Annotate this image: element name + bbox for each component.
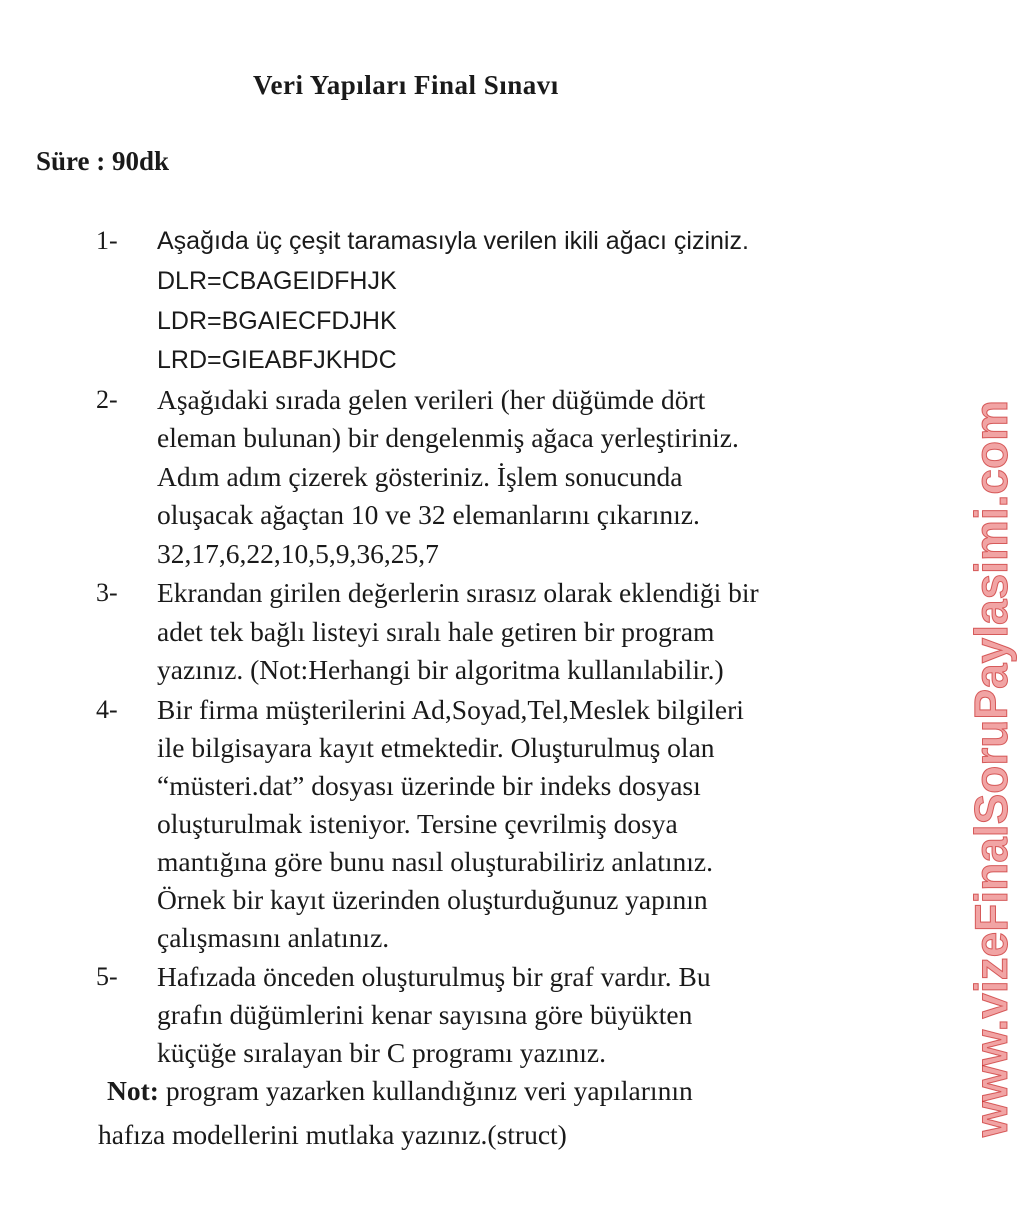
question-number: 2- [96, 385, 118, 414]
note-text: program yazarken kullandığınız veri yapılarının [158, 1075, 693, 1106]
note-line-2: hafıza modellerini mutlaka yazınız.(struct) [98, 1119, 567, 1150]
exam-duration: Süre : 90dk [36, 146, 170, 176]
question-line: mantığına göre bunu nasıl oluşturabiliriz anlatınız. [157, 846, 713, 877]
question-line: oluşacak ağaçtan 10 ve 32 elemanlarını çıkarınız. [157, 499, 700, 530]
question-line: Aşağıdaki sırada gelen verileri (her düğümde dört [157, 384, 706, 415]
question-line: çalışmasını anlatınız. [157, 922, 390, 953]
question-line: Bir firma müşterilerini Ad,Soyad,Tel,Meslek bilgileri [157, 694, 744, 725]
question-line: adet tek bağlı listeyi sıralı hale getiren bir program [157, 616, 715, 647]
question-line: Ekrandan girilen değerlerin sırasız olarak eklendiği bir [157, 577, 759, 608]
question-line: eleman bulunan) bir dengelenmiş ağaca yerleştiriniz. [157, 422, 739, 453]
question-number: 4- [96, 695, 118, 724]
question-line: 32,17,6,22,10,5,9,36,25,7 [157, 538, 439, 569]
question-line: Hafızada önceden oluşturulmuş bir graf vardır. Bu [157, 961, 711, 992]
question-line: Adım adım çizerek gösteriniz. İşlem sonucunda [157, 461, 683, 492]
question-line: grafın düğümlerini kenar sayısına göre büyükten [157, 999, 693, 1030]
question-line: “müsteri.dat” dosyası üzerinde bir indeks dosyası [157, 770, 701, 801]
question-line: oluşturulmak isteniyor. Tersine çevrilmiş dosya [157, 808, 678, 839]
question-line: LRD=GIEABFJKHDC [157, 346, 397, 374]
question-number: 5- [96, 962, 118, 991]
question-line: küçüğe sıralayan bir C programı yazınız. [157, 1037, 607, 1068]
question-line: yazınız. (Not:Herhangi bir algoritma kullanılabilir.) [157, 654, 724, 685]
question-number: 3- [96, 578, 118, 607]
exam-title: Veri Yapıları Final Sınavı [253, 70, 559, 100]
note-line-1 [107, 1075, 693, 1107]
question-number: 1- [96, 226, 118, 255]
note-label: Not: [107, 1075, 159, 1106]
watermark: www.vizeFinalSoruPaylasimi.com [965, 400, 1017, 1138]
question-line: LDR=BGAIECFDJHK [157, 307, 397, 335]
question-line: Aşağıda üç çeşit taramasıyla verilen ikili ağacı çiziniz. [157, 227, 749, 255]
question-line: ile bilgisayara kayıt etmektedir. Oluşturulmuş olan [157, 732, 715, 763]
question-line: Örnek bir kayıt üzerinden oluşturduğunuz yapının [157, 884, 708, 915]
question-line: DLR=CBAGEIDFHJK [157, 267, 397, 295]
